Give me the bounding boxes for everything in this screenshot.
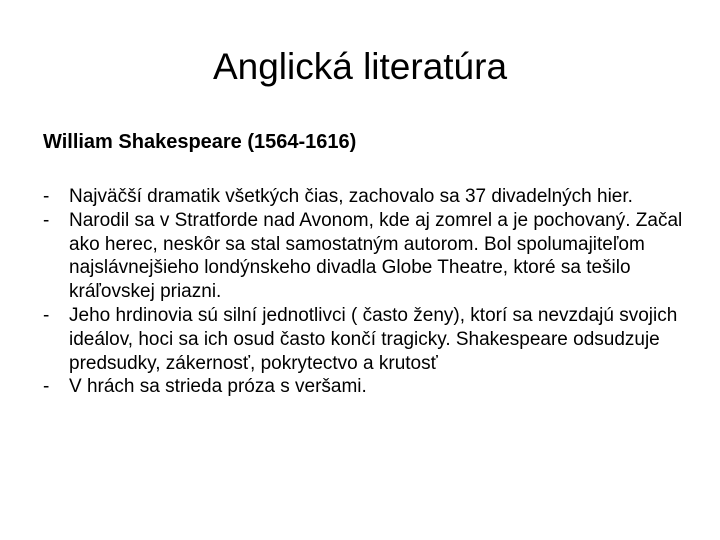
bullet-text: Narodil sa v Stratforde nad Avonom, kde aj zomrel a je pochovaný. Začal ako herec, neskôr sa stal samostatným autorom. Bol spolumajiteľom najslávnejšieho londýnskeho divadla Globe Theatre, ktoré sa tešilo kráľovskej priazni.	[69, 209, 683, 303]
bullet-text: V hrách sa strieda próza s veršami.	[69, 376, 367, 398]
bullet-text: Jeho hrdinovia sú silní jednotlivci ( často ženy), ktorí sa nevzdajú svojich ideálov, hoci sa ich osud často končí tragicky. Shakespeare odsudzuje predsudky, zákernosť, pokrytectvo a krutosť	[69, 304, 678, 374]
bullet-list	[43, 185, 683, 399]
bullet-dash: -	[43, 186, 50, 207]
slide-subtitle: William Shakespeare (1564-1616)	[43, 131, 357, 153]
bullet-item	[43, 185, 683, 209]
bullet-item	[43, 375, 683, 399]
bullet-dash: -	[43, 376, 50, 398]
bullet-item	[43, 209, 683, 304]
slide-title: Anglická literatúra	[212, 46, 508, 87]
bullet-dash: -	[43, 209, 50, 231]
bullet-item	[43, 304, 683, 375]
bullet-text: Najväčší dramatik všetkých čias, zachovalo sa 37 divadelných hier.	[69, 186, 633, 207]
bullet-dash: -	[43, 304, 50, 326]
